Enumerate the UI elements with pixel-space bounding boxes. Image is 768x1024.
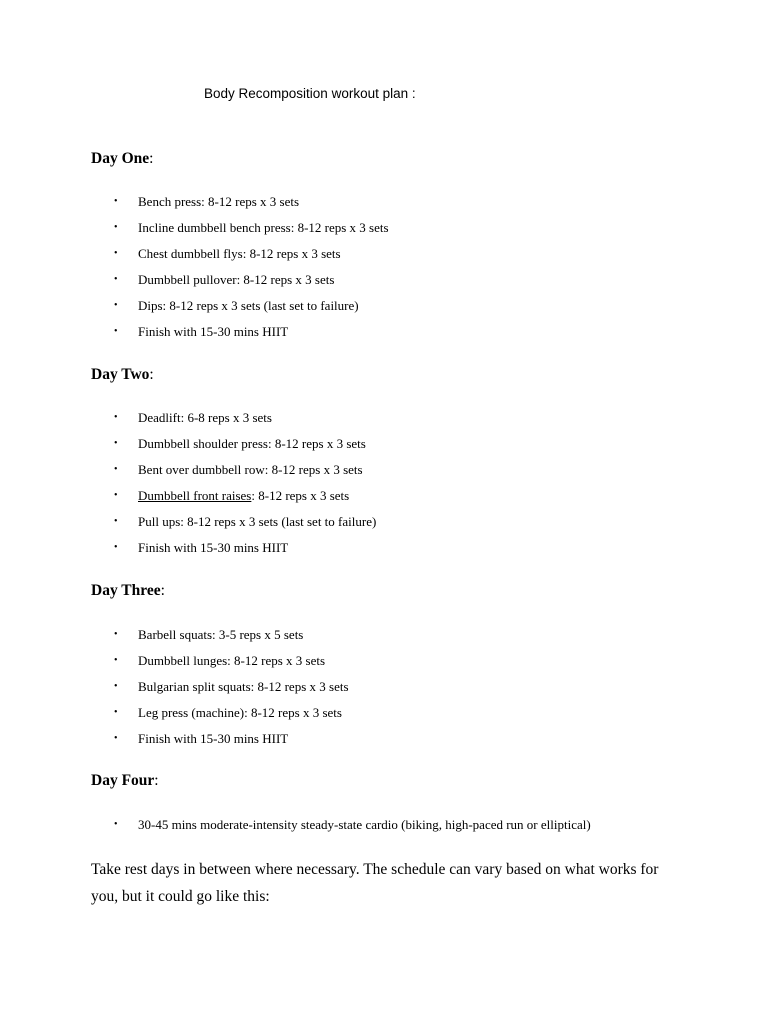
day-three-colon: : [160,582,165,599]
exercise-text: Bulgarian split squats: 8-12 reps x 3 sets [138,679,349,695]
bullet-icon: • [114,819,118,830]
bullet-icon: • [114,438,118,450]
exercise-text [138,487,349,505]
exercise-text: Barbell squats: 3-5 reps x 5 sets [138,627,304,642]
bullet-icon: • [114,248,118,260]
bullet-icon: • [114,300,118,312]
day-three-name: Day Three [91,582,161,599]
exercise-text: Dumbbell lunges: 8-12 reps x 3 sets [138,653,326,669]
bullet-icon: • [114,412,118,423]
dumbbell-front-raises-link[interactable]: Dumbbell front raises [138,488,252,504]
day-one-colon: : [149,150,154,167]
day-two-name: Day Two [91,366,150,383]
exercise-text: Finish with 15-30 mins HIIT [138,731,289,747]
bullet-icon: • [114,516,118,528]
day-two-heading [91,366,154,384]
bullet-icon: • [114,629,118,640]
exercise-text: Finish with 15-30 mins HIIT [138,540,289,556]
day-one-heading [91,150,153,168]
exercise-text: Dips: 8-12 reps x 3 sets (last set to failure) [138,298,359,314]
bullet-icon: • [114,681,118,693]
bullet-icon: • [114,542,118,554]
exercise-text: Chest dumbbell flys: 8-12 reps x 3 sets [138,246,341,262]
bullet-icon: • [114,222,118,234]
exercise-text: Leg press (machine): 8-12 reps x 3 sets [138,705,342,721]
exercise-text: Finish with 15-30 mins HIIT [138,324,289,340]
document-title: Body Recomposition workout plan : [204,86,416,101]
exercise-text: Bent over dumbbell row: 8-12 reps x 3 sets [138,462,363,478]
bullet-icon: • [114,707,118,719]
bullet-icon: • [114,274,118,286]
bullet-icon: • [114,196,118,207]
exercise-text: Deadlift: 6-8 reps x 3 sets [138,410,272,425]
day-four-colon: : [154,772,159,789]
day-four-name: Day Four [91,772,155,789]
bullet-icon: • [114,464,118,476]
exercise-text: 30-45 mins moderate-intensity steady-state cardio (biking, high-paced run or elliptical) [138,817,591,832]
exercise-text: Incline dumbbell bench press: 8-12 reps x 3 sets [138,220,389,236]
bullet-icon: • [114,490,118,502]
exercise-text: Bench press: 8-12 reps x 3 sets [138,194,300,209]
exercise-text: Dumbbell pullover: 8-12 reps x 3 sets [138,272,335,288]
bullet-icon: • [114,326,118,338]
day-two-colon: : [149,366,154,383]
exercise-detail: : 8-12 reps x 3 sets [251,488,350,504]
exercise-text: Pull ups: 8-12 reps x 3 sets (last set to failure) [138,514,377,530]
exercise-text: Dumbbell shoulder press: 8-12 reps x 3 sets [138,436,366,452]
bullet-icon: • [114,733,118,745]
day-one-name: Day One [91,150,150,167]
day-three-heading [91,582,165,600]
day-four-heading [91,772,159,790]
bullet-icon: • [114,655,118,667]
closing-paragraph: Take rest days in between where necessary. The schedule can vary based on what works for you, but it could go like this: [91,861,659,905]
